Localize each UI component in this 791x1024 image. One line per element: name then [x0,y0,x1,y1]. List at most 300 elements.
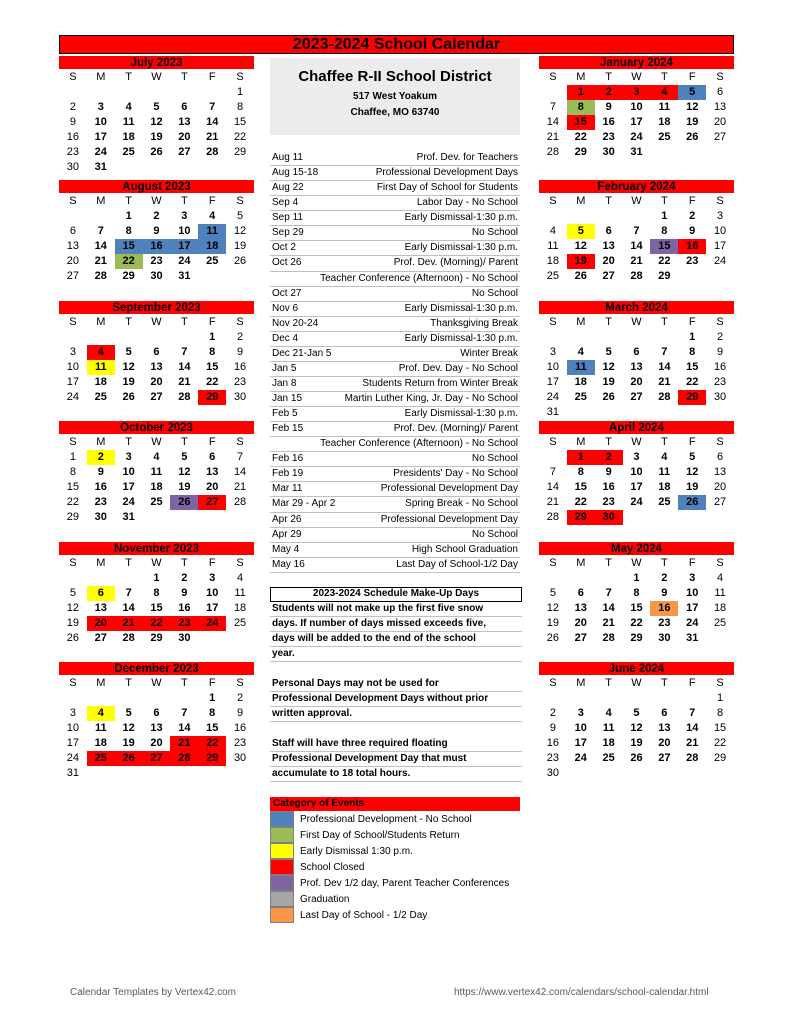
empty-cell [59,691,87,706]
day-cell: 23 [713,376,727,388]
empty-cell [678,269,706,284]
day-cell: 29 [198,390,226,405]
event-description: Martin Luther King, Jr. Day - No School [344,393,518,404]
weekday-label: S [236,316,244,328]
day-cell: 27 [574,632,587,644]
weekday-label: S [236,677,244,689]
day-cell: 6 [605,225,612,237]
day-cell: 16 [233,722,247,734]
day-cell: 9 [661,587,668,599]
empty-cell [170,691,198,706]
personal-line: Professional Development Days without prior [270,692,522,707]
legend-item [270,859,520,875]
day-cell: 22 [115,254,143,269]
day-cell: 16 [713,361,727,373]
day-cell: 28 [686,752,699,764]
empty-cell [595,766,623,781]
day-cell: 17 [66,376,80,388]
day-cell: 18 [122,131,135,143]
footer-right[interactable]: https://www.vertex42.com/calendars/school-calendar.html [454,987,709,998]
weekday-label: F [688,195,696,207]
district-info [270,58,520,135]
legend-label: Prof. Dev 1/2 day, Parent Teacher Conferences [300,877,510,889]
day-cell: 25 [574,391,587,403]
day-cell: 27 [198,495,226,510]
day-cell: 23 [602,496,615,508]
day-cell: 9 [605,466,612,478]
day-cell: 3 [623,85,651,100]
empty-cell [115,330,143,345]
event-row [270,543,520,558]
day-cell: 2 [69,101,76,113]
day-cell: 13 [150,361,163,373]
weekday-label: T [605,677,612,689]
event-description: Teacher Conference (Afternoon) - No School [320,438,518,450]
day-cell: 16 [602,481,615,493]
day-cell: 24 [574,752,587,764]
weekday-label: S [69,436,77,448]
day-cell: 15 [567,115,595,130]
empty-cell [595,691,623,706]
day-cell: 22 [143,616,171,631]
day-cell: 5 [549,587,556,599]
day-cell: 29 [574,146,587,158]
day-cell: 5 [181,451,188,463]
legend-item [270,875,520,891]
empty-cell [87,85,115,100]
event-row [270,226,520,241]
weekday-label: W [151,677,162,689]
empty-cell [595,571,623,586]
weekday-label: T [660,677,668,689]
legend-swatch [270,827,294,843]
day-cell: 10 [630,101,643,113]
event-date: Nov 20-24 [272,317,319,329]
day-cell: 30 [178,632,191,644]
day-cell: 26 [150,146,163,158]
day-cell: 9 [181,587,188,599]
month-header: April 2024 [539,421,734,435]
empty-cell [198,160,226,175]
weekday-label: T [125,316,132,328]
empty-cell [143,160,171,175]
day-cell: 27 [143,751,171,766]
day-cell: 14 [686,722,699,734]
empty-cell [706,269,734,284]
day-cell: 20 [87,616,115,631]
day-cell: 31 [630,146,643,158]
legend-item [270,907,520,923]
day-cell: 15 [206,361,219,373]
day-cell: 13 [178,116,191,128]
event-date: Sep 11 [272,212,303,224]
day-cell: 8 [69,466,76,478]
month-header: May 2024 [539,542,734,556]
empty-cell [678,691,706,706]
day-cell: 26 [546,632,560,644]
day-cell: 14 [546,481,560,493]
event-description: Professional Development Day [380,513,518,525]
empty-cell [59,571,87,586]
day-cell: 19 [178,481,191,493]
day-cell: 22 [713,737,727,749]
month-header: January 2024 [539,56,734,70]
day-cell: 29 [713,752,727,764]
day-cell: 18 [658,116,671,128]
weekday-label: W [631,316,642,328]
day-cell: 24 [630,496,643,508]
weekday-label: F [688,436,696,448]
day-cell: 15 [713,722,727,734]
day-cell: 15 [233,116,247,128]
event-row [270,347,520,362]
district-address: 517 West Yoakum [353,91,437,102]
makeup-line: days will be added to the end of the school [270,632,522,647]
day-cell: 17 [546,376,560,388]
day-cell: 10 [713,225,727,237]
day-cell: 24 [686,617,699,629]
event-description: Labor Day - No School [416,197,518,209]
month-august-2023 [59,180,254,284]
empty-cell [650,691,678,706]
day-cell: 7 [237,451,244,463]
empty-cell [567,766,595,781]
day-cell: 3 [97,101,104,113]
day-cell: 1 [125,210,132,222]
day-cell: 12 [602,361,615,373]
day-cell: 18 [233,602,247,614]
event-description: Prof. Dev. Day - No School [398,362,518,374]
month-grid [539,435,734,525]
month-december-2023 [59,662,254,781]
event-date: Oct 26 [272,257,302,269]
day-cell: 27 [602,270,615,282]
event-date: Apr 29 [272,528,302,540]
day-cell: 25 [122,146,135,158]
empty-cell [650,330,678,345]
day-cell: 2 [237,692,244,704]
day-cell: 30 [546,767,560,779]
day-cell: 8 [577,466,584,478]
day-cell: 24 [630,131,643,143]
event-description: Prof. Dev. for Teachers [416,152,518,163]
weekday-label: T [660,195,668,207]
day-cell: 23 [233,376,247,388]
makeup-line: days. If number of days missed exceeds five, [270,617,522,632]
day-cell: 3 [717,210,724,222]
day-cell: 10 [122,466,135,478]
day-cell: 7 [181,346,188,358]
empty-cell [115,691,143,706]
day-cell: 19 [233,240,247,252]
day-cell: 18 [658,481,671,493]
day-cell: 19 [66,617,80,629]
day-cell: 31 [66,767,80,779]
day-cell: 7 [209,101,216,113]
empty-cell [678,405,706,420]
empty-cell [198,85,226,100]
empty-cell [706,631,734,646]
event-date: Nov 6 [272,302,299,314]
weekday-label: W [631,557,642,569]
weekday-label: M [576,71,586,83]
day-cell: 20 [713,481,727,493]
day-cell: 24 [178,255,191,267]
event-description: Students Return from Winter Break [362,377,518,389]
day-cell: 21 [546,131,560,143]
day-cell: 17 [170,239,198,254]
day-cell: 13 [574,602,587,614]
weekday-label: S [69,71,77,83]
day-cell: 30 [233,752,247,764]
day-cell: 16 [178,602,191,614]
day-cell: 6 [69,225,76,237]
day-cell: 11 [198,224,226,239]
day-cell: 11 [658,101,671,113]
weekday-label: T [605,316,612,328]
day-cell: 25 [87,751,115,766]
legend-label: Early Dismissal 1:30 p.m. [300,845,413,857]
month-january-2024 [539,56,734,160]
day-cell: 19 [122,376,135,388]
day-cell: 28 [206,146,219,158]
day-cell: 9 [605,101,612,113]
day-cell: 9 [69,116,76,128]
day-cell: 29 [233,146,247,158]
empty-cell [59,330,87,345]
event-date: Mar 29 - Apr 2 [272,498,336,510]
day-cell: 26 [122,391,135,403]
day-cell: 11 [150,466,163,478]
day-cell: 1 [689,331,696,343]
weekday-label: M [576,677,586,689]
day-cell: 18 [546,255,560,267]
day-cell: 27 [178,146,191,158]
day-cell: 8 [153,587,160,599]
empty-cell [170,160,198,175]
day-cell: 19 [150,131,163,143]
day-cell: 11 [94,722,107,734]
month-grid [59,194,254,284]
day-cell: 15 [115,239,143,254]
day-cell: 8 [125,225,132,237]
day-cell: 21 [630,255,643,267]
day-cell: 16 [678,239,706,254]
event-date: Oct 2 [272,242,296,254]
day-cell: 29 [567,510,595,525]
day-cell: 17 [574,737,587,749]
weekday-label: S [549,316,557,328]
weekday-label: T [125,71,132,83]
day-cell: 17 [66,737,80,749]
day-cell: 11 [87,360,115,375]
event-description: Winter Break [460,347,518,359]
day-cell: 11 [602,722,615,734]
weekday-label: S [716,316,724,328]
event-description: No School [471,227,518,239]
day-cell: 23 [170,616,198,631]
event-date: Aug 15-18 [272,167,319,179]
day-cell: 12 [686,466,699,478]
day-cell: 28 [630,270,643,282]
day-cell: 2 [87,450,115,465]
weekday-label: S [236,71,244,83]
day-cell: 12 [574,240,587,252]
day-cell: 2 [595,450,623,465]
empty-cell [170,510,198,525]
day-cell: 19 [546,617,560,629]
day-cell: 21 [115,616,143,631]
event-date: Dec 21-Jan 5 [272,347,332,359]
day-cell: 21 [178,376,191,388]
weekday-label: T [180,436,188,448]
day-cell: 9 [153,225,160,237]
event-row [270,362,520,377]
event-row [270,392,520,407]
day-cell: 6 [577,587,584,599]
staff-line: accumulate to 18 total hours. [270,767,522,782]
legend-swatch [270,891,294,907]
day-cell: 1 [209,331,216,343]
day-cell: 15 [630,602,643,614]
weekday-label: S [549,436,557,448]
empty-cell [539,571,567,586]
weekday-label: T [605,436,612,448]
day-cell: 26 [602,391,615,403]
day-cell: 6 [87,586,115,601]
day-cell: 23 [233,737,247,749]
day-cell: 9 [549,722,556,734]
day-cell: 6 [153,346,160,358]
day-cell: 15 [150,602,163,614]
day-cell: 15 [574,481,587,493]
day-cell: 17 [206,602,219,614]
weekday-label: T [125,436,132,448]
weekday-label: M [96,677,106,689]
legend-item [270,891,520,907]
weekday-label: T [660,436,668,448]
day-cell: 13 [94,602,107,614]
event-row [270,241,520,256]
day-cell: 3 [209,572,216,584]
day-cell: 26 [66,632,80,644]
event-date: Aug 22 [272,182,304,194]
day-cell: 9 [237,346,244,358]
day-cell: 3 [549,346,556,358]
day-cell: 11 [714,587,726,599]
empty-cell [539,691,567,706]
empty-cell [143,330,171,345]
month-march-2024 [539,301,734,420]
day-cell: 27 [66,270,80,282]
day-cell: 12 [66,602,80,614]
day-cell: 26 [630,752,643,764]
day-cell: 19 [122,737,135,749]
event-date: Feb 15 [272,423,304,435]
day-cell: 25 [658,496,671,508]
month-header: October 2023 [59,421,254,435]
day-cell: 3 [577,707,584,719]
day-cell: 2 [549,707,556,719]
day-cell: 22 [574,496,587,508]
day-cell: 1 [69,451,76,463]
staff-line: Staff will have three required floating [270,737,522,752]
weekday-label: W [631,71,642,83]
day-cell: 11 [658,466,671,478]
makeup-heading: 2023-2024 Schedule Make-Up Days [270,587,522,602]
day-cell: 30 [66,161,80,173]
event-row [270,377,520,392]
weekday-label: F [688,316,696,328]
month-february-2024 [539,180,734,284]
event-date: Feb 19 [272,468,304,480]
event-description: No School [471,287,518,299]
event-date: Jan 15 [272,393,303,404]
weekday-label: S [69,316,77,328]
day-cell: 3 [125,451,132,463]
weekday-label: W [631,195,642,207]
day-cell: 31 [122,511,135,523]
event-date: Feb 16 [272,453,304,465]
event-date: Jan 5 [272,362,297,374]
day-cell: 29 [630,632,643,644]
day-cell: 1 [661,210,668,222]
day-cell: 6 [633,346,640,358]
day-cell: 19 [686,116,699,128]
day-cell: 10 [686,587,699,599]
event-description: Professional Development Day [380,483,518,495]
day-cell: 25 [206,255,219,267]
day-cell: 24 [66,391,80,403]
makeup-line: Students will not make up the first five snow [270,602,522,617]
empty-cell [87,571,115,586]
day-cell: 14 [546,116,560,128]
day-cell: 2 [181,572,188,584]
day-cell: 23 [686,255,699,267]
empty-cell [115,766,143,781]
empty-cell [59,209,87,224]
day-cell: 20 [150,376,163,388]
day-cell: 10 [66,722,80,734]
empty-cell [170,85,198,100]
empty-cell [623,330,651,345]
weekday-label: F [208,71,216,83]
empty-cell [650,145,678,160]
day-cell: 23 [602,131,615,143]
day-cell: 5 [125,707,132,719]
empty-cell [170,766,198,781]
event-row [270,558,520,573]
event-date: May 4 [272,543,300,555]
event-date: Sep 4 [272,197,299,209]
empty-cell [678,510,706,525]
weekday-label: S [716,677,724,689]
month-july-2023 [59,56,254,175]
day-cell: 17 [630,481,643,493]
weekday-label: W [631,677,642,689]
calendar-title: 2023-2024 School Calendar [59,35,734,54]
day-cell: 16 [602,116,615,128]
empty-cell [539,450,567,465]
day-cell: 23 [66,146,80,158]
day-cell: 17 [713,240,727,252]
day-cell: 7 [549,466,556,478]
day-cell: 21 [686,737,699,749]
empty-cell [623,691,651,706]
day-cell: 24 [122,496,135,508]
empty-cell [706,145,734,160]
makeup-section [270,587,522,782]
